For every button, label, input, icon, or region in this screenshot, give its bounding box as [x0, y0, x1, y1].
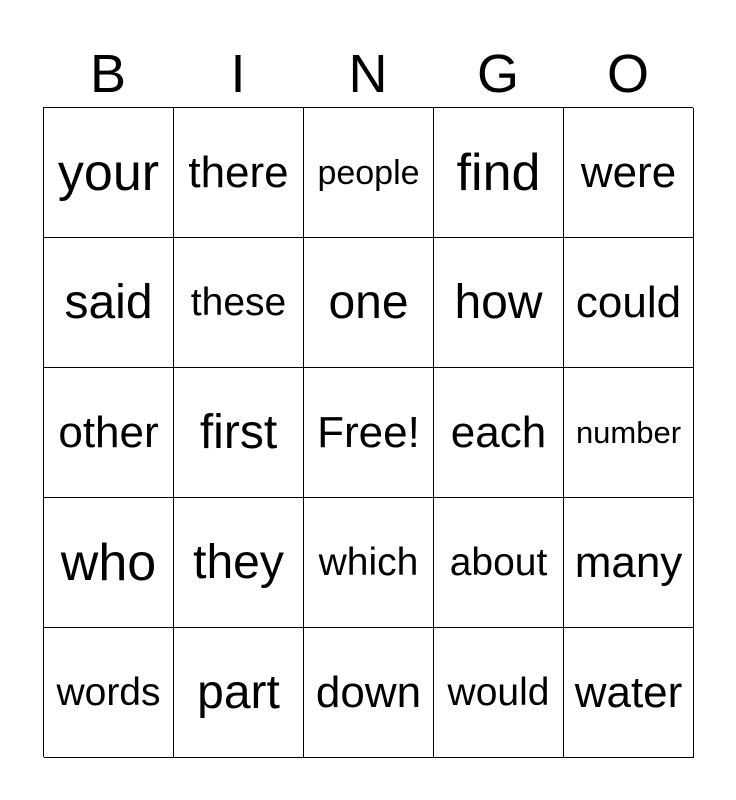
- cell-word: they: [193, 535, 284, 589]
- bingo-cell[interactable]: [44, 368, 174, 498]
- cell-word: each: [450, 407, 547, 457]
- bingo-cell[interactable]: [434, 108, 564, 238]
- header-letter-b: B: [89, 44, 127, 104]
- bingo-cell[interactable]: [564, 238, 694, 368]
- bingo-cell[interactable]: [44, 108, 174, 238]
- header-letter-g: G: [476, 44, 519, 104]
- cell-word: number: [575, 415, 682, 450]
- bingo-cell[interactable]: [304, 498, 434, 628]
- cell-word: there: [188, 147, 289, 197]
- bingo-header: [43, 40, 693, 108]
- bingo-cell[interactable]: [564, 498, 694, 628]
- bingo-cell[interactable]: [304, 238, 434, 368]
- cell-word: said: [64, 275, 153, 329]
- bingo-cell[interactable]: [434, 238, 564, 368]
- bingo-cell[interactable]: [304, 108, 434, 238]
- bingo-cell[interactable]: [564, 628, 694, 758]
- bingo-cell[interactable]: [44, 238, 174, 368]
- bingo-cell[interactable]: [174, 498, 304, 628]
- bingo-cell[interactable]: [564, 368, 694, 498]
- bingo-cell[interactable]: [44, 628, 174, 758]
- bingo-cell[interactable]: [564, 108, 694, 238]
- cell-word: would: [447, 671, 550, 714]
- bingo-cell[interactable]: [174, 368, 304, 498]
- cell-word: which: [318, 541, 419, 584]
- cell-word: people: [317, 153, 420, 192]
- cell-word: other: [58, 407, 159, 457]
- cell-word: water: [574, 667, 683, 717]
- cell-word: first: [199, 405, 278, 459]
- header-letter-n: N: [348, 44, 388, 104]
- bingo-cell[interactable]: [174, 108, 304, 238]
- cell-word: how: [454, 275, 543, 329]
- cell-word: these: [190, 281, 287, 324]
- bingo-cell[interactable]: [434, 498, 564, 628]
- bingo-cell[interactable]: [304, 628, 434, 758]
- cell-word: about: [449, 541, 548, 584]
- cell-word: part: [197, 665, 280, 719]
- bingo-cell[interactable]: [44, 498, 174, 628]
- bingo-board: [43, 107, 693, 757]
- bingo-cell[interactable]: [174, 628, 304, 758]
- bingo-cell[interactable]: [434, 628, 564, 758]
- bingo-cell[interactable]: [434, 368, 564, 498]
- cell-word: who: [60, 533, 157, 592]
- bingo-cell[interactable]: [174, 238, 304, 368]
- cell-word: your: [57, 143, 160, 202]
- cell-word: were: [580, 147, 677, 197]
- header-letter-i: I: [230, 44, 246, 104]
- free-space-label: Free!: [317, 407, 420, 457]
- cell-word: words: [56, 671, 161, 714]
- header-letter-o: O: [606, 44, 649, 104]
- cell-word: one: [328, 275, 409, 329]
- free-space-cell[interactable]: [304, 368, 434, 498]
- cell-word: down: [315, 667, 422, 717]
- cell-word: many: [574, 537, 683, 587]
- cell-word: find: [456, 143, 541, 202]
- cell-word: could: [575, 277, 682, 327]
